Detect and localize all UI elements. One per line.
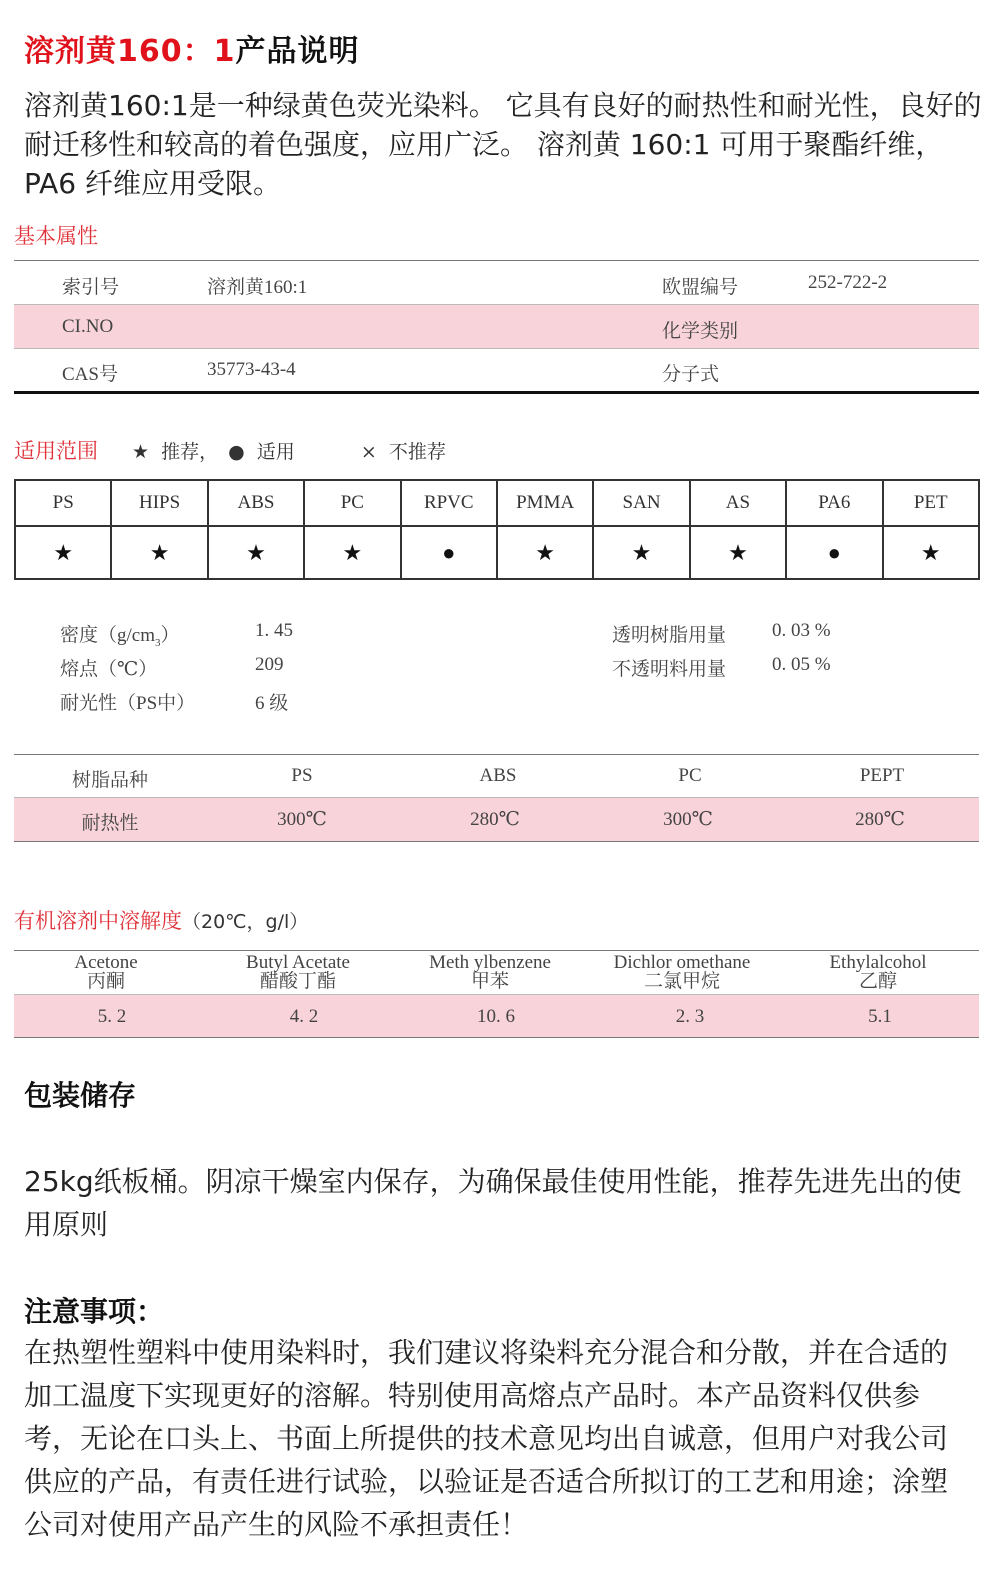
notes-text: 在热塑性塑料中使用染料时，我们建议将染料充分混合和分散，并在合适的加工温度下实现更好的溶解。特别使用高熔点产品时。本产品资料仅供参考，无论在口头上、书面上所提供的技术意见均出自诚意，但用户对我公司供应的产品，有责任进行试验，以验证是否适合所拟订的工艺和用途；涂塑公司对使用产品产生的风险不承担责任！ bbox=[24, 1336, 949, 1541]
basic-label: 欧盟编号 bbox=[662, 277, 739, 298]
heat-header: 树脂品种 bbox=[71, 770, 148, 791]
solubility-value: 10. 6 bbox=[477, 1006, 515, 1027]
divider bbox=[14, 304, 979, 305]
solvent-en: Dichlor omethane bbox=[613, 952, 751, 973]
solubility-heading bbox=[14, 905, 308, 935]
title-product-name: 溶剂黄160：1 bbox=[24, 34, 236, 69]
divider-thick bbox=[14, 391, 979, 394]
packaging-heading: 包装储存 bbox=[24, 1079, 137, 1112]
solvent-header bbox=[16, 953, 196, 991]
usage-mark: ★ bbox=[111, 526, 207, 579]
usage-mark: ★ bbox=[497, 526, 593, 579]
divider bbox=[14, 348, 979, 349]
basic-label: 化学类别 bbox=[662, 321, 739, 342]
usage-col-header: SAN bbox=[593, 480, 689, 526]
usage-col-header: PC bbox=[304, 480, 400, 526]
density-unit-sub: 3 bbox=[155, 636, 161, 649]
usage-col-header: RPVC bbox=[401, 480, 497, 526]
opaque-dosage-label: 不透明料用量 bbox=[612, 659, 727, 680]
page-title bbox=[24, 26, 360, 70]
usage-mark: ★ bbox=[304, 526, 400, 579]
solvent-cn: 丙酮 bbox=[86, 971, 125, 992]
usage-header-row bbox=[15, 480, 979, 526]
usage-mark: ★ bbox=[15, 526, 111, 579]
cross-icon: × bbox=[360, 441, 377, 463]
solvent-header bbox=[208, 953, 388, 991]
title-suffix: 产品说明 bbox=[235, 34, 360, 69]
basic-label: CI.NO bbox=[62, 316, 114, 337]
usage-mark: ● bbox=[786, 526, 882, 579]
usage-col-header: PET bbox=[883, 480, 979, 526]
usage-col-header: ABS bbox=[208, 480, 304, 526]
table-row-highlight bbox=[14, 305, 979, 348]
usage-heading: 适用范围 bbox=[14, 439, 98, 463]
usage-table bbox=[14, 479, 980, 580]
solvent-cn: 乙醇 bbox=[858, 971, 897, 992]
opaque-dosage-value: 0. 05 % bbox=[772, 654, 831, 675]
heat-value: 300℃ bbox=[277, 809, 327, 830]
heat-header: PC bbox=[678, 765, 702, 786]
usage-mark: ★ bbox=[883, 526, 979, 579]
intro-paragraph: 溶剂黄160:1是一种绿黄色荧光染料。 它具有良好的耐热性和耐光性，良好的耐迁移性和较高的着色强度，应用广泛。 溶剂黄 160:1 可用于聚酯纤维，PA6 纤维应用受限。 bbox=[24, 89, 982, 200]
usage-legend bbox=[132, 437, 446, 464]
light-fastness-value: 6 级 bbox=[255, 693, 289, 714]
solvent-en: Meth ylbenzene bbox=[429, 952, 551, 973]
divider bbox=[14, 994, 979, 995]
divider bbox=[14, 841, 979, 842]
solubility-value: 2. 3 bbox=[675, 1006, 705, 1027]
basic-label: 索引号 bbox=[62, 277, 120, 298]
notes-heading: 注意事项： bbox=[24, 1295, 165, 1328]
solubility-value: 5. 2 bbox=[97, 1006, 127, 1027]
melting-point-label: 熔点（℃） bbox=[60, 659, 158, 680]
heat-header: PS bbox=[291, 765, 313, 786]
dot-icon: ● bbox=[228, 441, 245, 463]
light-fastness-label: 耐光性（PS中） bbox=[60, 693, 196, 714]
basic-value: 252-722-2 bbox=[808, 272, 888, 293]
solvent-cn: 甲苯 bbox=[470, 971, 509, 992]
basic-label: 分子式 bbox=[662, 364, 720, 385]
star-icon: ★ bbox=[132, 441, 150, 463]
usage-col-header: AS bbox=[690, 480, 786, 526]
legend-not-recommended: 不推荐 bbox=[388, 441, 446, 463]
heat-header: PEPT bbox=[859, 765, 905, 786]
basic-label: CAS号 bbox=[62, 364, 118, 385]
density-label-close: ） bbox=[160, 625, 180, 646]
usage-mark-row bbox=[15, 526, 979, 579]
usage-mark: ★ bbox=[208, 526, 304, 579]
usage-mark: ● bbox=[401, 526, 497, 579]
solvent-header bbox=[400, 953, 580, 991]
divider bbox=[14, 754, 979, 755]
heat-header: ABS bbox=[479, 765, 517, 786]
legend-applicable: 适用 bbox=[256, 441, 295, 463]
divider bbox=[14, 950, 979, 951]
density-label bbox=[60, 620, 180, 649]
usage-col-header: HIPS bbox=[111, 480, 207, 526]
usage-mark: ★ bbox=[690, 526, 786, 579]
legend-recommended: 推荐， bbox=[161, 441, 219, 463]
heat-value: 300℃ bbox=[663, 809, 713, 830]
solvent-cn: 二氯甲烷 bbox=[643, 971, 720, 992]
solvent-header bbox=[592, 953, 772, 991]
usage-col-header: PA6 bbox=[786, 480, 882, 526]
solvent-cn: 醋酸丁酯 bbox=[259, 971, 336, 992]
solvent-header bbox=[788, 953, 968, 991]
solubility-heading-text: 有机溶剂中溶解度 bbox=[14, 909, 182, 933]
heat-value: 280℃ bbox=[470, 809, 520, 830]
melting-point-value: 209 bbox=[255, 654, 284, 675]
solubility-heading-unit: （20℃，g/l） bbox=[182, 911, 309, 933]
usage-col-header: PS bbox=[15, 480, 111, 526]
divider bbox=[14, 797, 979, 798]
usage-col-header: PMMA bbox=[497, 480, 593, 526]
solubility-value: 5.1 bbox=[868, 1006, 892, 1027]
divider bbox=[14, 1037, 979, 1038]
heat-row-label: 耐热性 bbox=[81, 813, 139, 834]
packaging-text: 25kg纸板桶。阴凉干燥室内保存，为确保最佳使用性能，推荐先进先出的使用原则 bbox=[24, 1165, 962, 1241]
divider bbox=[14, 260, 979, 261]
basic-properties-heading: 基本属性 bbox=[14, 224, 98, 248]
transparent-dosage-value: 0. 03 % bbox=[772, 620, 831, 641]
solvent-en: Acetone bbox=[74, 952, 138, 973]
transparent-dosage-label: 透明树脂用量 bbox=[612, 625, 727, 646]
density-value: 1. 45 bbox=[255, 620, 293, 641]
solubility-value: 4. 2 bbox=[289, 1006, 319, 1027]
basic-value: 35773-43-4 bbox=[207, 359, 296, 380]
basic-value: 溶剂黄160:1 bbox=[207, 277, 308, 298]
solvent-en: Butyl Acetate bbox=[246, 952, 350, 973]
density-label-text: 密度（g/cm bbox=[60, 625, 155, 646]
heat-value: 280℃ bbox=[855, 809, 905, 830]
solvent-en: Ethylalcohol bbox=[829, 952, 927, 973]
usage-mark: ★ bbox=[593, 526, 689, 579]
